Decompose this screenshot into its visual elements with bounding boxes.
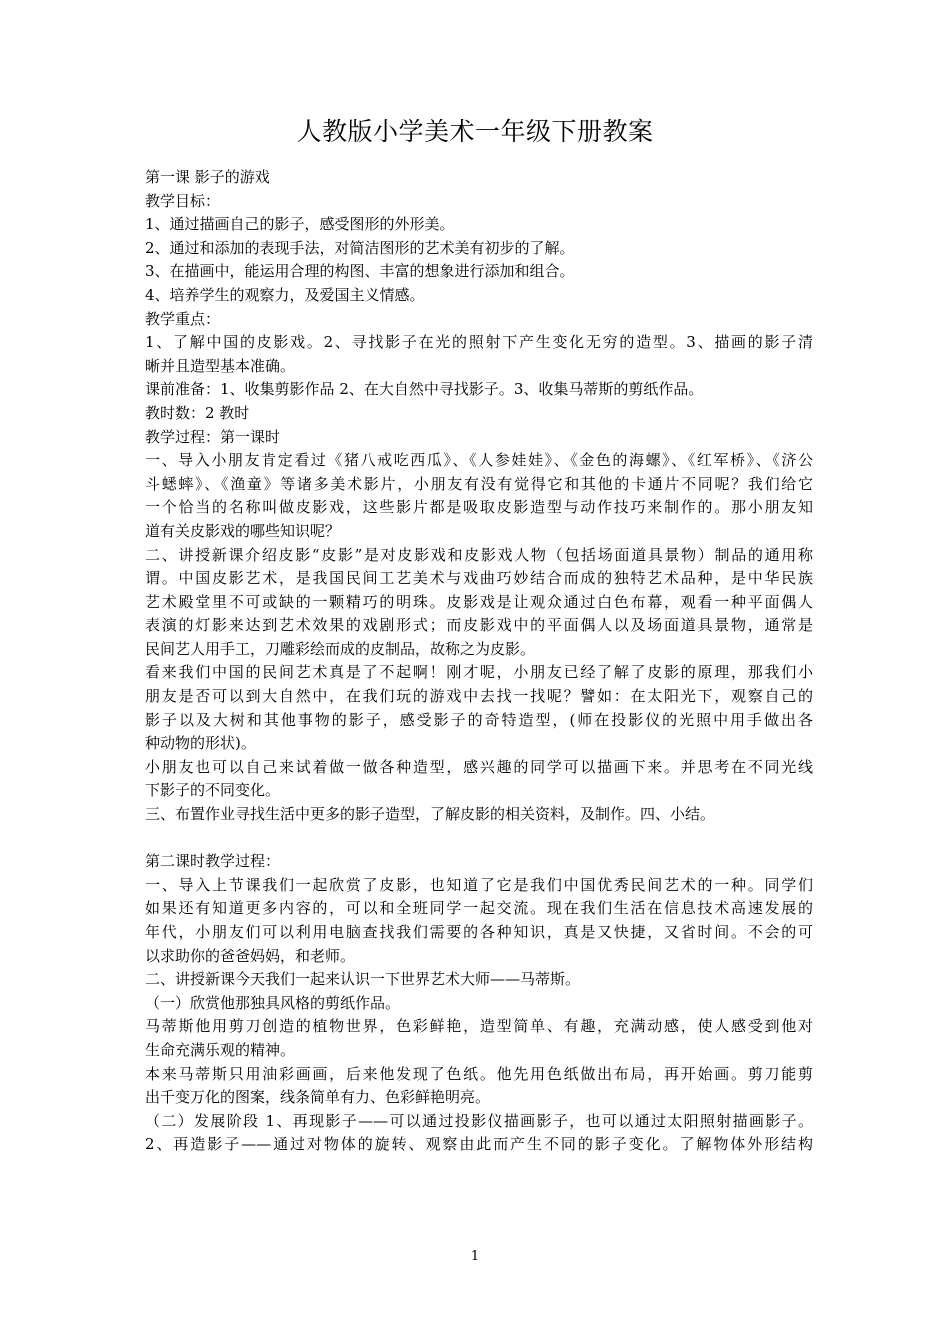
text-line: 马蒂斯他用剪刀创造的植物世界，色彩鲜艳，造型简单、有趣，充满动感，使人感受到他对: [145, 1017, 813, 1036]
text-line: 2、通过和添加的表现手法，对简洁图形的艺术美有初步的了解。: [145, 238, 575, 257]
text-line: 如果还有知道更多内容的，可以和全班同学一起交流。现在我们生活在信息技术高速发展的: [145, 899, 813, 918]
text-line: 2、再造影子——通过对物体的旋转、观察由此而产生不同的影子变化。了解物体外形结构: [145, 1135, 813, 1154]
text-line: 晰并且造型基本准确。: [145, 356, 296, 375]
text-line: 第二课时教学过程：: [145, 852, 281, 871]
text-line: 一、导入上节课我们一起欣赏了皮影，也知道了它是我们中国优秀民间艺术的一种。同学们: [145, 875, 813, 894]
text-line: （二）发展阶段 1、再现影子——可以通过投影仪描画影子，也可以通过太阳照射描画影子。: [145, 1111, 813, 1130]
text-line: 4、培养学生的观察力，及爱国主义情感。: [145, 285, 425, 304]
text-line: 教时数：2 教时: [145, 403, 250, 422]
text-line: 年代，小朋友们可以利用电脑查找我们需要的各种知识，真是又快捷，又省时间。不会的可: [145, 923, 813, 941]
text-line: 谓。中国皮影艺术，是我国民间工艺美术与戏曲巧妙结合而成的独特艺术品种，是中华民族: [145, 569, 813, 588]
text-line: 第一课 影子的游戏: [145, 168, 270, 186]
text-line: 朋友是否可以到大自然中，在我们玩的游戏中去找一找呢？譬如：在太阳光下，观察自己的: [145, 687, 813, 706]
text-line: 二、讲授新课介绍皮影“皮影”是对皮影戏和皮影戏人物（包括场面道具景物）制品的通用称: [145, 545, 813, 564]
text-line: 课前准备：1、收集剪影作品 2、在大自然中寻找影子。3、收集马蒂斯的剪纸作品。: [145, 380, 704, 399]
page-number: 1: [470, 1249, 480, 1264]
text-line: 道有关皮影戏的哪些知识呢？: [145, 521, 341, 540]
text-line: 以求助你的爸爸妈妈，和老师。: [145, 946, 356, 965]
text-line: 表演的灯影来达到艺术效果的戏剧形式；而皮影戏中的平面偶人以及场面道具景物，通常是: [145, 616, 813, 635]
text-line: 1、了解中国的皮影戏。2、寻找影子在光的照射下产生变化无穷的造型。3、描画的影子清: [145, 333, 813, 352]
text-line: 小朋友也可以自己来试着做一做各种造型，感兴趣的同学可以描画下来。并思考在不同光线: [145, 757, 813, 776]
text-line: 斗蟋蟀》、《渔童》等诸多美术影片，小朋友有没有觉得它和其他的卡通片不同呢？我们给它: [145, 474, 813, 493]
document-title: 人教版小学美术一年级下册教案: [296, 117, 654, 146]
document-body: [145, 166, 813, 1157]
text-line: 出千变万化的图案，线条简单有力、色彩鲜艳明亮。: [145, 1088, 491, 1107]
text-line: 本来马蒂斯只用油彩画画，后来他发现了色纸。他先用色纸做出布局，再开始画。剪刀能剪: [145, 1064, 813, 1083]
text-line: 一个恰当的名称叫做皮影戏，这些影片都是吸取皮影造型与动作技巧来制作的。那小朋友知: [145, 498, 813, 517]
text-line: 一、导入小朋友肯定看过《猪八戒吃西瓜》、《人参娃娃》、《金色的海螺》、《红军桥》、《济公: [145, 451, 813, 470]
text-line: 二、讲授新课今天我们一起来认识一下世界艺术大师——马蒂斯。: [145, 970, 581, 989]
text-line: 艺术殿堂里不可或缺的一颗精巧的明珠。皮影戏是让观众通过白色布幕，观看一种平面偶人: [145, 592, 813, 611]
text-line: 看来我们中国的民间艺术真是了不起啊！刚才呢，小朋友已经了解了皮影的原理，那我们小: [145, 663, 813, 682]
text-line: 1、通过描画自己的影子，感受图形的外形美。: [145, 215, 455, 234]
text-line: 下影子的不同变化。: [145, 781, 281, 800]
text-line: 教学目标：: [145, 191, 221, 210]
text-line: （一）欣赏他那独具风格的剪纸作品。: [145, 993, 401, 1012]
blank-line: [145, 827, 813, 851]
text-line: 种动物的形状)。: [145, 734, 256, 753]
text-line: 3、在描画中，能运用合理的构图、丰富的想象进行添加和组合。: [145, 262, 575, 281]
text-line: 民间艺人用手工，刀雕彩绘而成的皮制品，故称之为皮影。: [145, 639, 536, 658]
text-line: 教学重点：: [145, 309, 221, 328]
text-line: 影子以及大树和其他事物的影子，感受影子的奇特造型，(师在投影仪的光照中用手做出各: [145, 710, 813, 729]
text-line: 三、布置作业寻找生活中更多的影子造型，了解皮影的相关资料，及制作。四、小结。: [145, 805, 716, 824]
text-line: 教学过程：第一课时: [145, 427, 281, 446]
text-line: 生命充满乐观的精神。: [145, 1040, 296, 1059]
